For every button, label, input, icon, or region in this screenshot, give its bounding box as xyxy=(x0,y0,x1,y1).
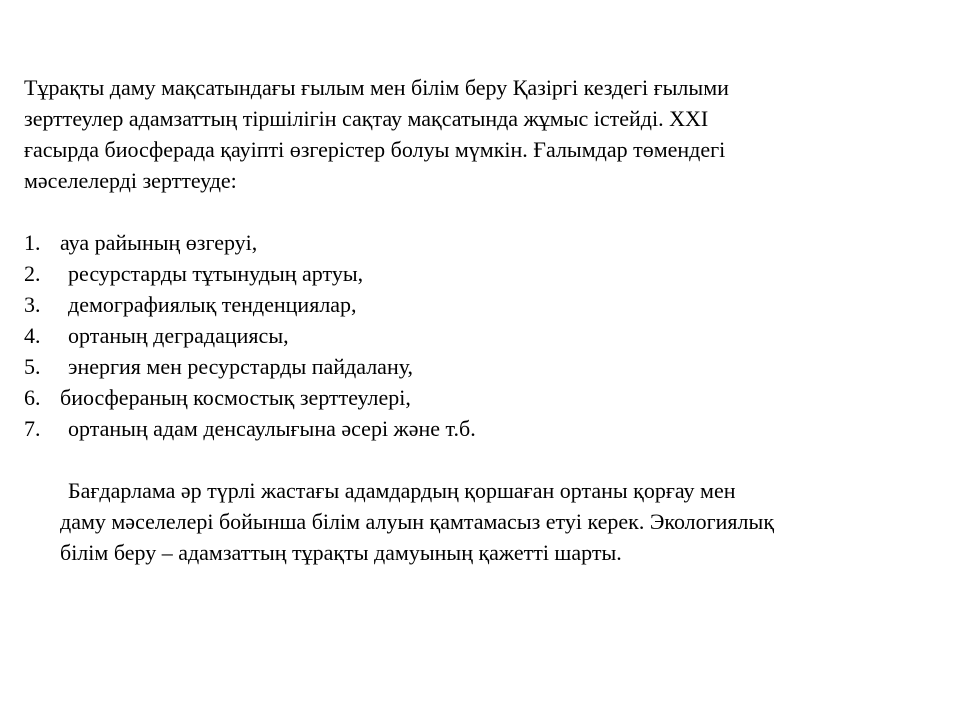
closing-line: білім беру – адамзаттың тұрақты дамуының қажетті шарты. xyxy=(60,540,622,565)
list-item xyxy=(24,289,934,320)
list-text: ресурстарды тұтынудың артуы, xyxy=(68,261,364,286)
list-text: энергия мен ресурстарды пайдалану, xyxy=(68,354,414,379)
list-text: демографиялық тенденциялар, xyxy=(68,292,357,317)
list-item xyxy=(24,227,934,258)
list-item xyxy=(24,258,934,289)
intro-line: ғасырда биосферада қауіпті өзгерістер болуы мүмкін. Ғалымдар төмендегі xyxy=(24,137,726,162)
list-item xyxy=(24,413,934,444)
list-number: 6. xyxy=(24,385,41,410)
list-item xyxy=(24,382,934,413)
list-number: 2. xyxy=(24,261,41,286)
list-number: 7. xyxy=(24,416,41,441)
list-text: ауа райының өзгеруі, xyxy=(60,230,258,255)
list-number: 5. xyxy=(24,354,41,379)
slide-content xyxy=(24,72,934,568)
intro-line: мәселелерді зерттеуде: xyxy=(24,168,237,193)
list-number: 1. xyxy=(24,230,41,255)
list-item xyxy=(24,320,934,351)
list-number: 4. xyxy=(24,323,41,348)
closing-paragraph xyxy=(24,475,934,568)
research-topics-list xyxy=(24,227,934,444)
intro-paragraph xyxy=(24,72,934,196)
spacer xyxy=(24,196,934,227)
spacer xyxy=(24,444,934,475)
intro-line: Тұрақты даму мақсатындағы ғылым мен білім беру Қазіргі кездегі ғылыми xyxy=(24,75,729,100)
closing-line: даму мәселелері бойынша білім алуын қамтамасыз етуі керек. Экологиялық xyxy=(60,509,775,534)
intro-line: зерттеулер адамзаттың тіршілігін сақтау мақсатында жұмыс істейді. XXI xyxy=(24,106,709,131)
list-text: биосфераның космостық зерттеулері, xyxy=(60,385,411,410)
list-number: 3. xyxy=(24,292,41,317)
list-item xyxy=(24,351,934,382)
list-text: ортаның адам денсаулығына әсері және т.б. xyxy=(68,416,476,441)
closing-line: Бағдарлама әр түрлі жастағы адамдардың қоршаған ортаны қорғау мен xyxy=(68,478,736,503)
list-text: ортаның деградациясы, xyxy=(68,323,289,348)
